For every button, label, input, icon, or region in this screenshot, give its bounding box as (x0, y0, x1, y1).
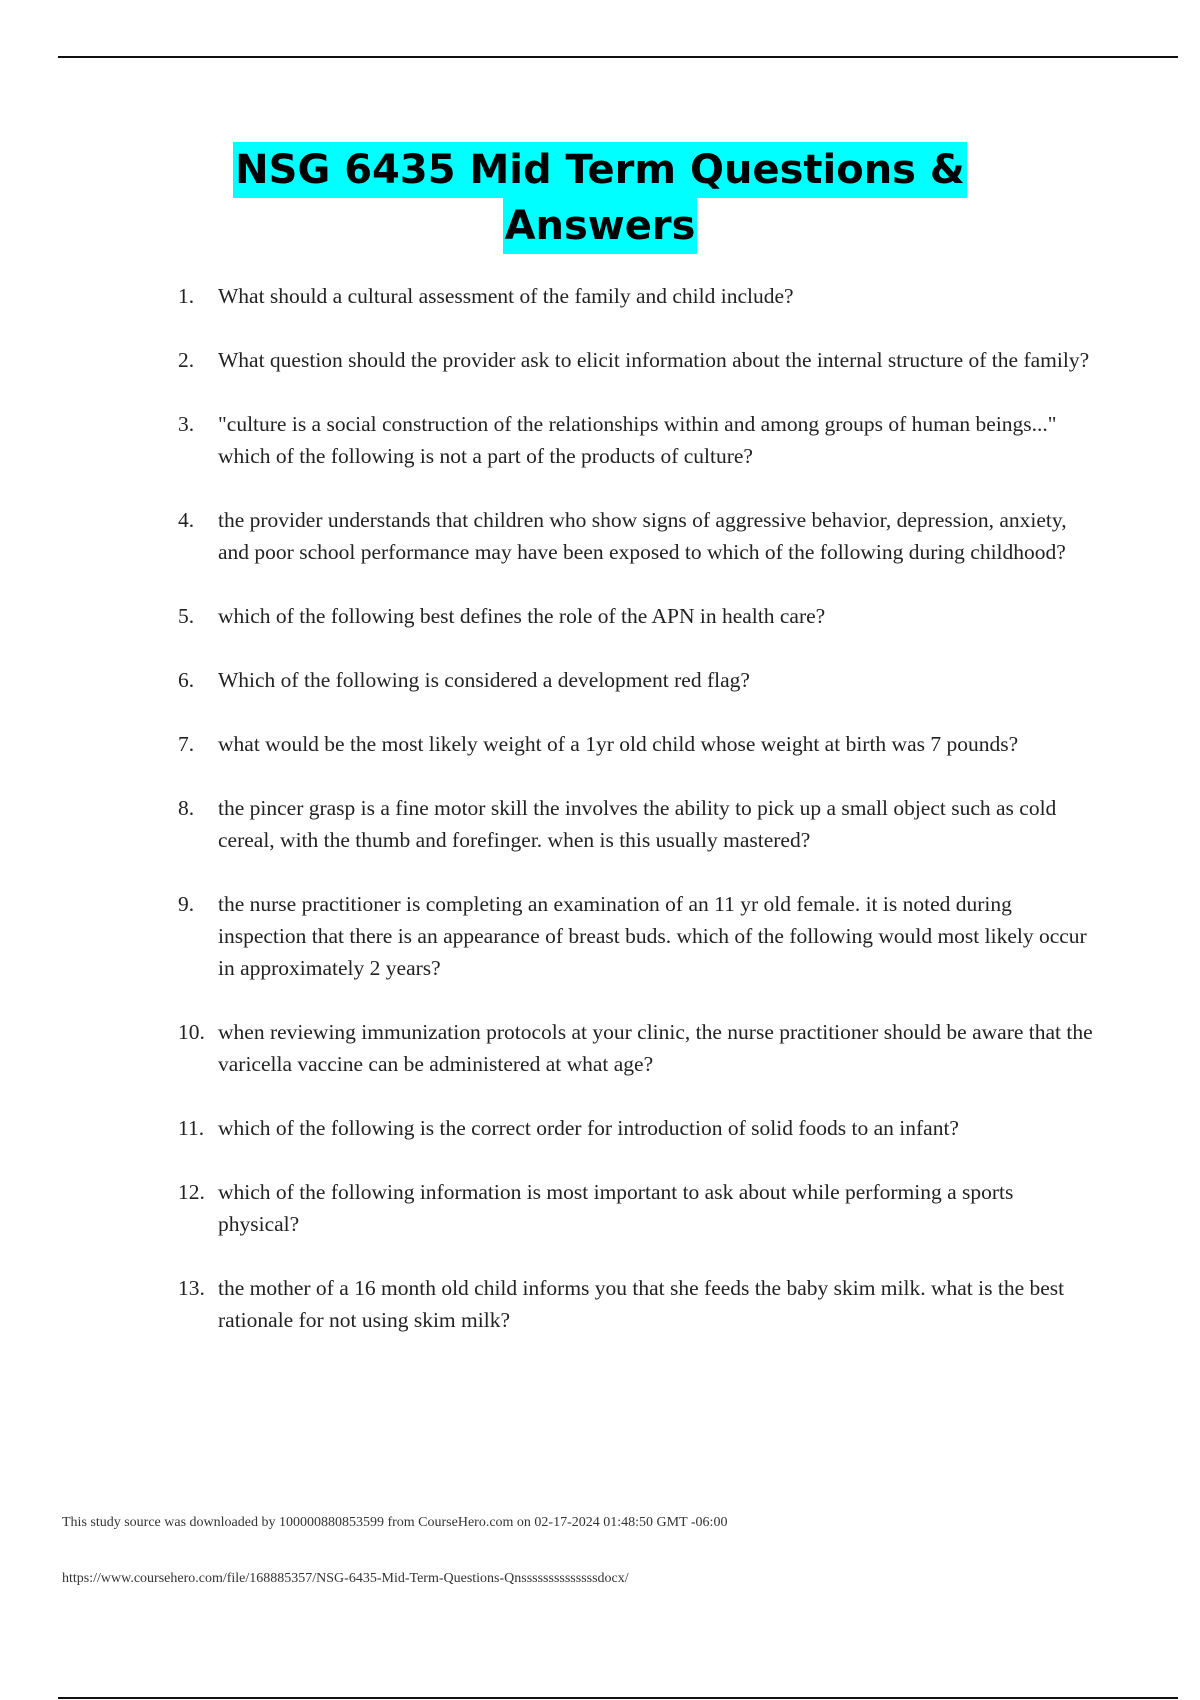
question-text: What should a cultural assessment of the family and child include? (218, 284, 794, 308)
question-number: 7. (178, 732, 195, 756)
question-text: Which of the following is considered a development red flag? (218, 668, 750, 692)
question-text: the mother of a 16 month old child informs you that she feeds the baby skim milk. what is the best rationale for not using skim milk? (218, 1276, 1065, 1332)
question-list (178, 280, 1093, 1368)
question-item (178, 792, 1093, 856)
question-number: 3. (178, 412, 195, 436)
title-line-2: Answers (503, 198, 698, 254)
question-number: 9. (178, 892, 195, 916)
question-item (178, 1176, 1093, 1240)
question-number: 4. (178, 508, 195, 532)
page-title (0, 142, 1200, 254)
question-text: the provider understands that children who show signs of aggressive behavior, depression, anxiety, and poor school performance may have been exposed to which of the following during childhood? (218, 508, 1067, 564)
question-item (178, 1112, 1093, 1144)
download-note: This study source was downloaded by 100000880853599 from CourseHero.com on 02-17-2024 01:48:50 GMT -06:00 (62, 1515, 728, 1530)
question-text: which of the following best defines the role of the APN in health care? (218, 604, 826, 628)
question-number: 10. (178, 1020, 205, 1044)
question-item (178, 664, 1093, 696)
question-text: the pincer grasp is a fine motor skill the involves the ability to pick up a small object such as cold cereal, with the thumb and forefinger. when is this usually mastered? (218, 796, 1057, 852)
question-number: 5. (178, 604, 195, 628)
question-item (178, 600, 1093, 632)
question-number: 12. (178, 1180, 205, 1204)
question-text: "culture is a social construction of the relationships within and among groups of human beings..." which of the following is not a part of the products of culture? (218, 412, 1057, 468)
question-item (178, 280, 1093, 312)
question-item (178, 1272, 1093, 1336)
question-number: 2. (178, 348, 195, 372)
question-text: the nurse practitioner is completing an examination of an 11 yr old female. it is noted during inspection that there is an appearance of breast buds. which of the following would most likely occur in approximately 2 years? (218, 892, 1087, 980)
question-number: 8. (178, 796, 195, 820)
question-text: which of the following is the correct order for introduction of solid foods to an infant? (218, 1116, 959, 1140)
question-text: what would be the most likely weight of a 1yr old child whose weight at birth was 7 pounds? (218, 732, 1019, 756)
source-url: https://www.coursehero.com/file/168885357/NSG-6435-Mid-Term-Questions-Qnssssssssssssssdocx/ (62, 1571, 629, 1586)
bottom-divider (58, 1697, 1178, 1699)
question-item (178, 408, 1093, 472)
question-item (178, 728, 1093, 760)
question-item (178, 888, 1093, 984)
title-line-1: NSG 6435 Mid Term Questions & (233, 142, 967, 198)
question-text: which of the following information is most important to ask about while performing a sports physical? (218, 1180, 1014, 1236)
question-text: when reviewing immunization protocols at your clinic, the nurse practitioner should be aware that the varicella vaccine can be administered at what age? (218, 1020, 1093, 1076)
question-number: 6. (178, 668, 195, 692)
question-number: 11. (178, 1116, 205, 1140)
top-divider (58, 56, 1178, 58)
question-number: 13. (178, 1276, 205, 1300)
question-item (178, 344, 1093, 376)
question-number: 1. (178, 284, 195, 308)
question-item (178, 504, 1093, 568)
question-item (178, 1016, 1093, 1080)
question-text: What question should the provider ask to elicit information about the internal structure of the family? (218, 348, 1090, 372)
